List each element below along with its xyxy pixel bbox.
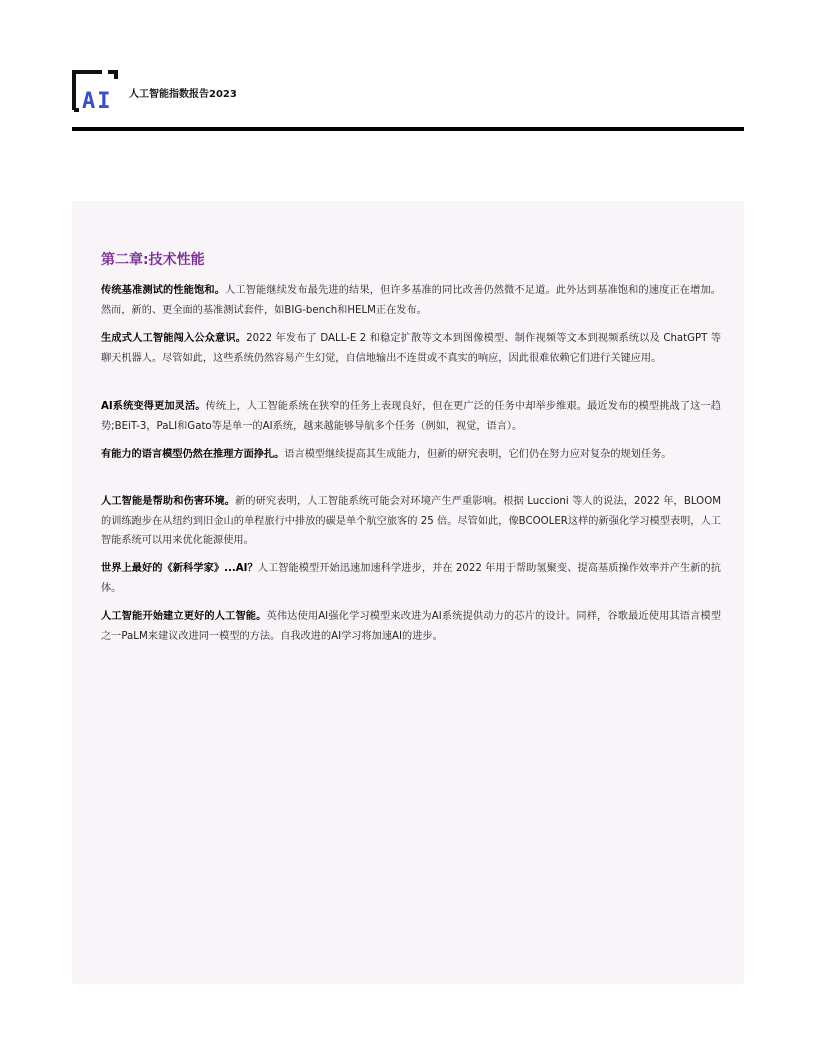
highlight-lead: 有能力的语言模型仍然在推理方面挣扎。 [101,449,285,460]
report-title: 人工智能指数报告2023 [129,89,237,100]
logo-text: AI [82,89,113,112]
highlight-lead: 传统基准测试的性能饱和。 [101,285,226,296]
highlight-paragraph [101,445,721,465]
highlight-paragraph [101,281,721,320]
highlight-paragraph [101,607,721,646]
highlight-body: 人工智能模型开始迅速加速科学进步，并在 2022 年用于帮助氢聚变、提高基质操作效率并产生新的抗体。 [101,563,721,594]
highlight-lead: 人工智能开始建立更好的人工智能。 [101,611,267,622]
highlight-body: 传统上，人工智能系统在狭窄的任务上表现良好，但在更广泛的任务中却举步维艰。最近发布的模型挑战了这一趋势;BEiT-3，PaLI和Gato等是单一的AI系统，越来越能够导航多个任务（例如，视觉，语言）。 [101,401,721,432]
highlight-body: 英伟达使用AI强化学习模型来改进为AI系统提供动力的芯片的设计。同样，谷歌最近使用其语言模型之一PaLM来建议改进同一模型的方法。自我改进的AI学习将加速AI的进步。 [101,611,722,642]
highlight-body: 新的研究表明，人工智能系统可能会对环境产生严重影响。根据 Luccioni 等人的说法，2022 年，BLOOM 的训练跑步在从纽约到旧金山的单程旅行中排放的碳是单个航空旅客的 25 倍。尽管如此，像BCOOLER这样的新强化学习模型表明，人工智能系统可以用来优化能源使用。 [101,496,721,546]
highlight-body: 人工智能继续发布最先进的结果，但许多基准的同比改善仍然微不足道。此外达到基准饱和的速度正在增加。然而，新的、更全面的基准测试套件，如BIG-bench和HELM正在发布。 [101,285,721,316]
highlight-body: 语言模型继续提高其生成能力，但新的研究表明，它们仍在努力应对复杂的规划任务。 [284,449,672,460]
highlight-paragraph [101,492,721,551]
page-header [72,70,744,132]
chapter-title: 第二章:技术性能 [101,252,205,268]
highlight-paragraph [101,397,721,436]
highlight-lead: AI系统变得更加灵活。 [101,401,206,412]
ai-logo-icon [72,70,118,112]
header-divider [72,127,744,131]
highlight-lead: 生成式人工智能闯入公众意识。 [101,333,247,344]
highlights-panel [72,201,744,984]
highlight-paragraph [101,329,721,368]
highlight-body: 2022 年发布了 DALL-E 2 和稳定扩散等文本到图像模型、制作视频等文本到视频系统以及 ChatGPT 等聊天机器人。尽管如此，这些系统仍然容易产生幻觉，自信地输出不连贯或不真实的响应，因此很难依赖它们进行关键应用。 [101,333,722,364]
highlight-lead: 人工智能是帮助和伤害环境。 [101,496,236,507]
highlight-paragraph [101,559,721,598]
highlight-lead: 世界上最好的《新科学家》...AI？ [101,563,258,574]
